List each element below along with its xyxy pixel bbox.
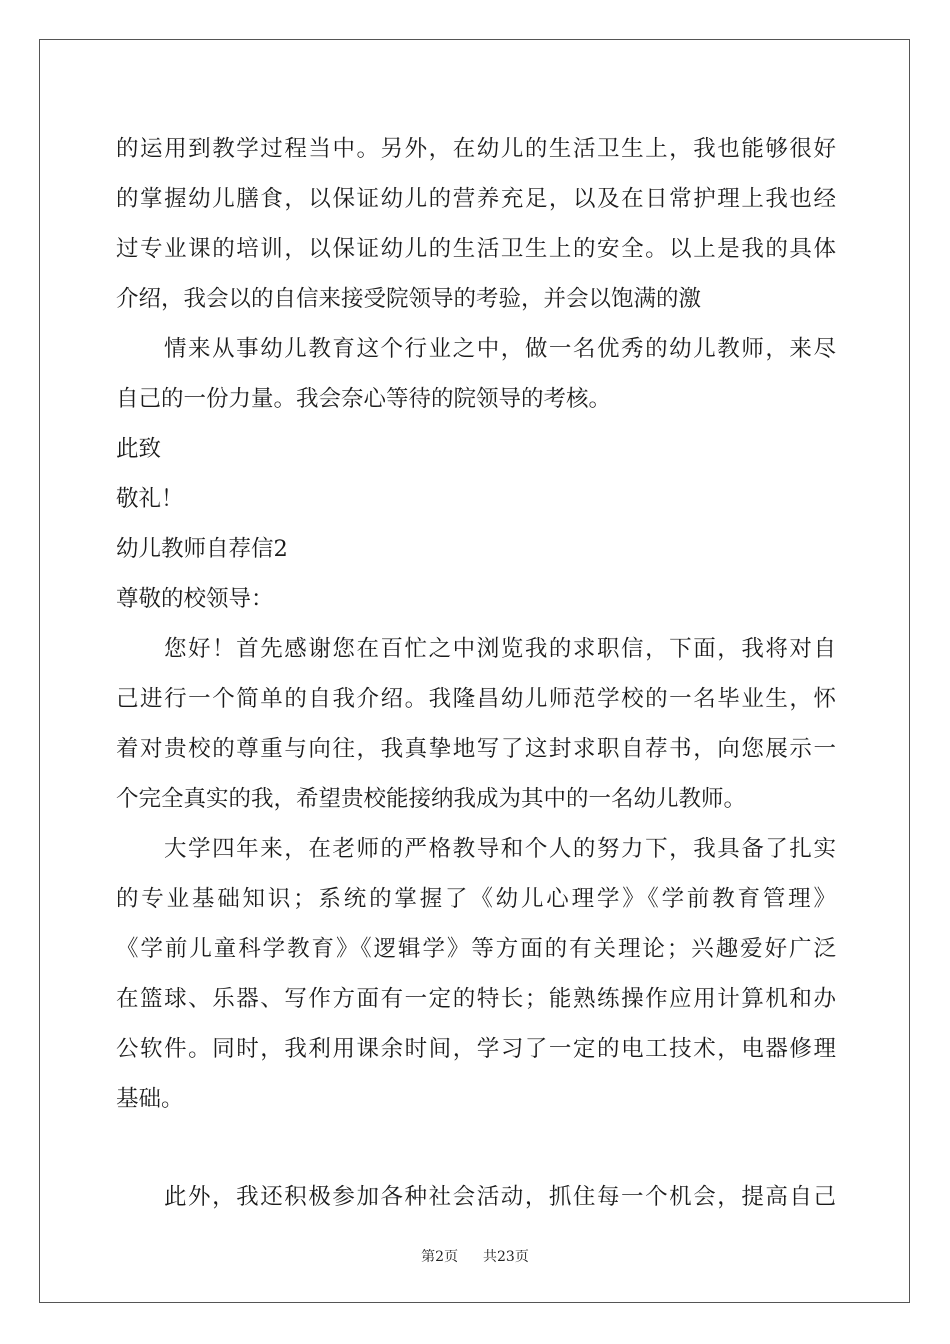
closing-salutation: 此致 bbox=[116, 436, 162, 462]
text-line: 此外，我还积极参加各种社会活动，抓住每一个机会，提高自己 bbox=[164, 1184, 836, 1210]
text-line: 自己的一份力量。我会奈心等待的院领导的考核。 bbox=[116, 386, 612, 412]
text-line: 的运用到教学过程当中。另外，在幼儿的生活卫生上，我也能够很好 bbox=[116, 136, 836, 162]
text-line: 的专业基础知识；系统的掌握了《幼儿心理学》《学前教育管理》 bbox=[116, 886, 836, 912]
text-line: 《学前儿童科学教育》《逻辑学》等方面的有关理论；兴趣爱好广泛 bbox=[116, 936, 836, 962]
greeting: 尊敬的校领导： bbox=[116, 586, 274, 612]
document-body bbox=[116, 124, 836, 1222]
page-number: 第2页 bbox=[421, 1249, 459, 1265]
text-line: 基础。 bbox=[116, 1086, 184, 1112]
text-line: 您好！首先感谢您在百忙之中浏览我的求职信，下面，我将对自 bbox=[164, 636, 836, 662]
text-line: 个完全真实的我，希望贵校能接纳我成为其中的一名幼儿教师。 bbox=[116, 786, 747, 812]
page-footer bbox=[0, 1246, 950, 1266]
text-line: 公软件。同时，我利用课余时间，学习了一定的电工技术，电器修理 bbox=[116, 1036, 836, 1062]
section-title: 幼儿教师自荐信2 bbox=[116, 536, 288, 562]
closing-regards: 敬礼！ bbox=[116, 486, 184, 512]
page-total: 共23页 bbox=[483, 1249, 529, 1265]
text-line: 在篮球、乐器、写作方面有一定的特长；能熟练操作应用计算机和办 bbox=[116, 986, 836, 1012]
text-line: 己进行一个简单的自我介绍。我隆昌幼儿师范学校的一名毕业生，怀 bbox=[116, 686, 836, 712]
text-line: 介绍，我会以的自信来接受院领导的考验，并会以饱满的激 bbox=[116, 286, 702, 312]
text-line: 着对贵校的尊重与向往，我真挚地写了这封求职自荐书，向您展示一 bbox=[116, 736, 836, 762]
text-line: 大学四年来，在老师的严格教导和个人的努力下，我具备了扎实 bbox=[164, 836, 836, 862]
text-line: 过专业课的培训，以保证幼儿的生活卫生上的安全。以上是我的具体 bbox=[116, 236, 836, 262]
text-line: 情来从事幼儿教育这个行业之中，做一名优秀的幼儿教师，来尽 bbox=[164, 336, 836, 362]
text-line: 的掌握幼儿膳食，以保证幼儿的营养充足，以及在日常护理上我也经 bbox=[116, 186, 836, 212]
